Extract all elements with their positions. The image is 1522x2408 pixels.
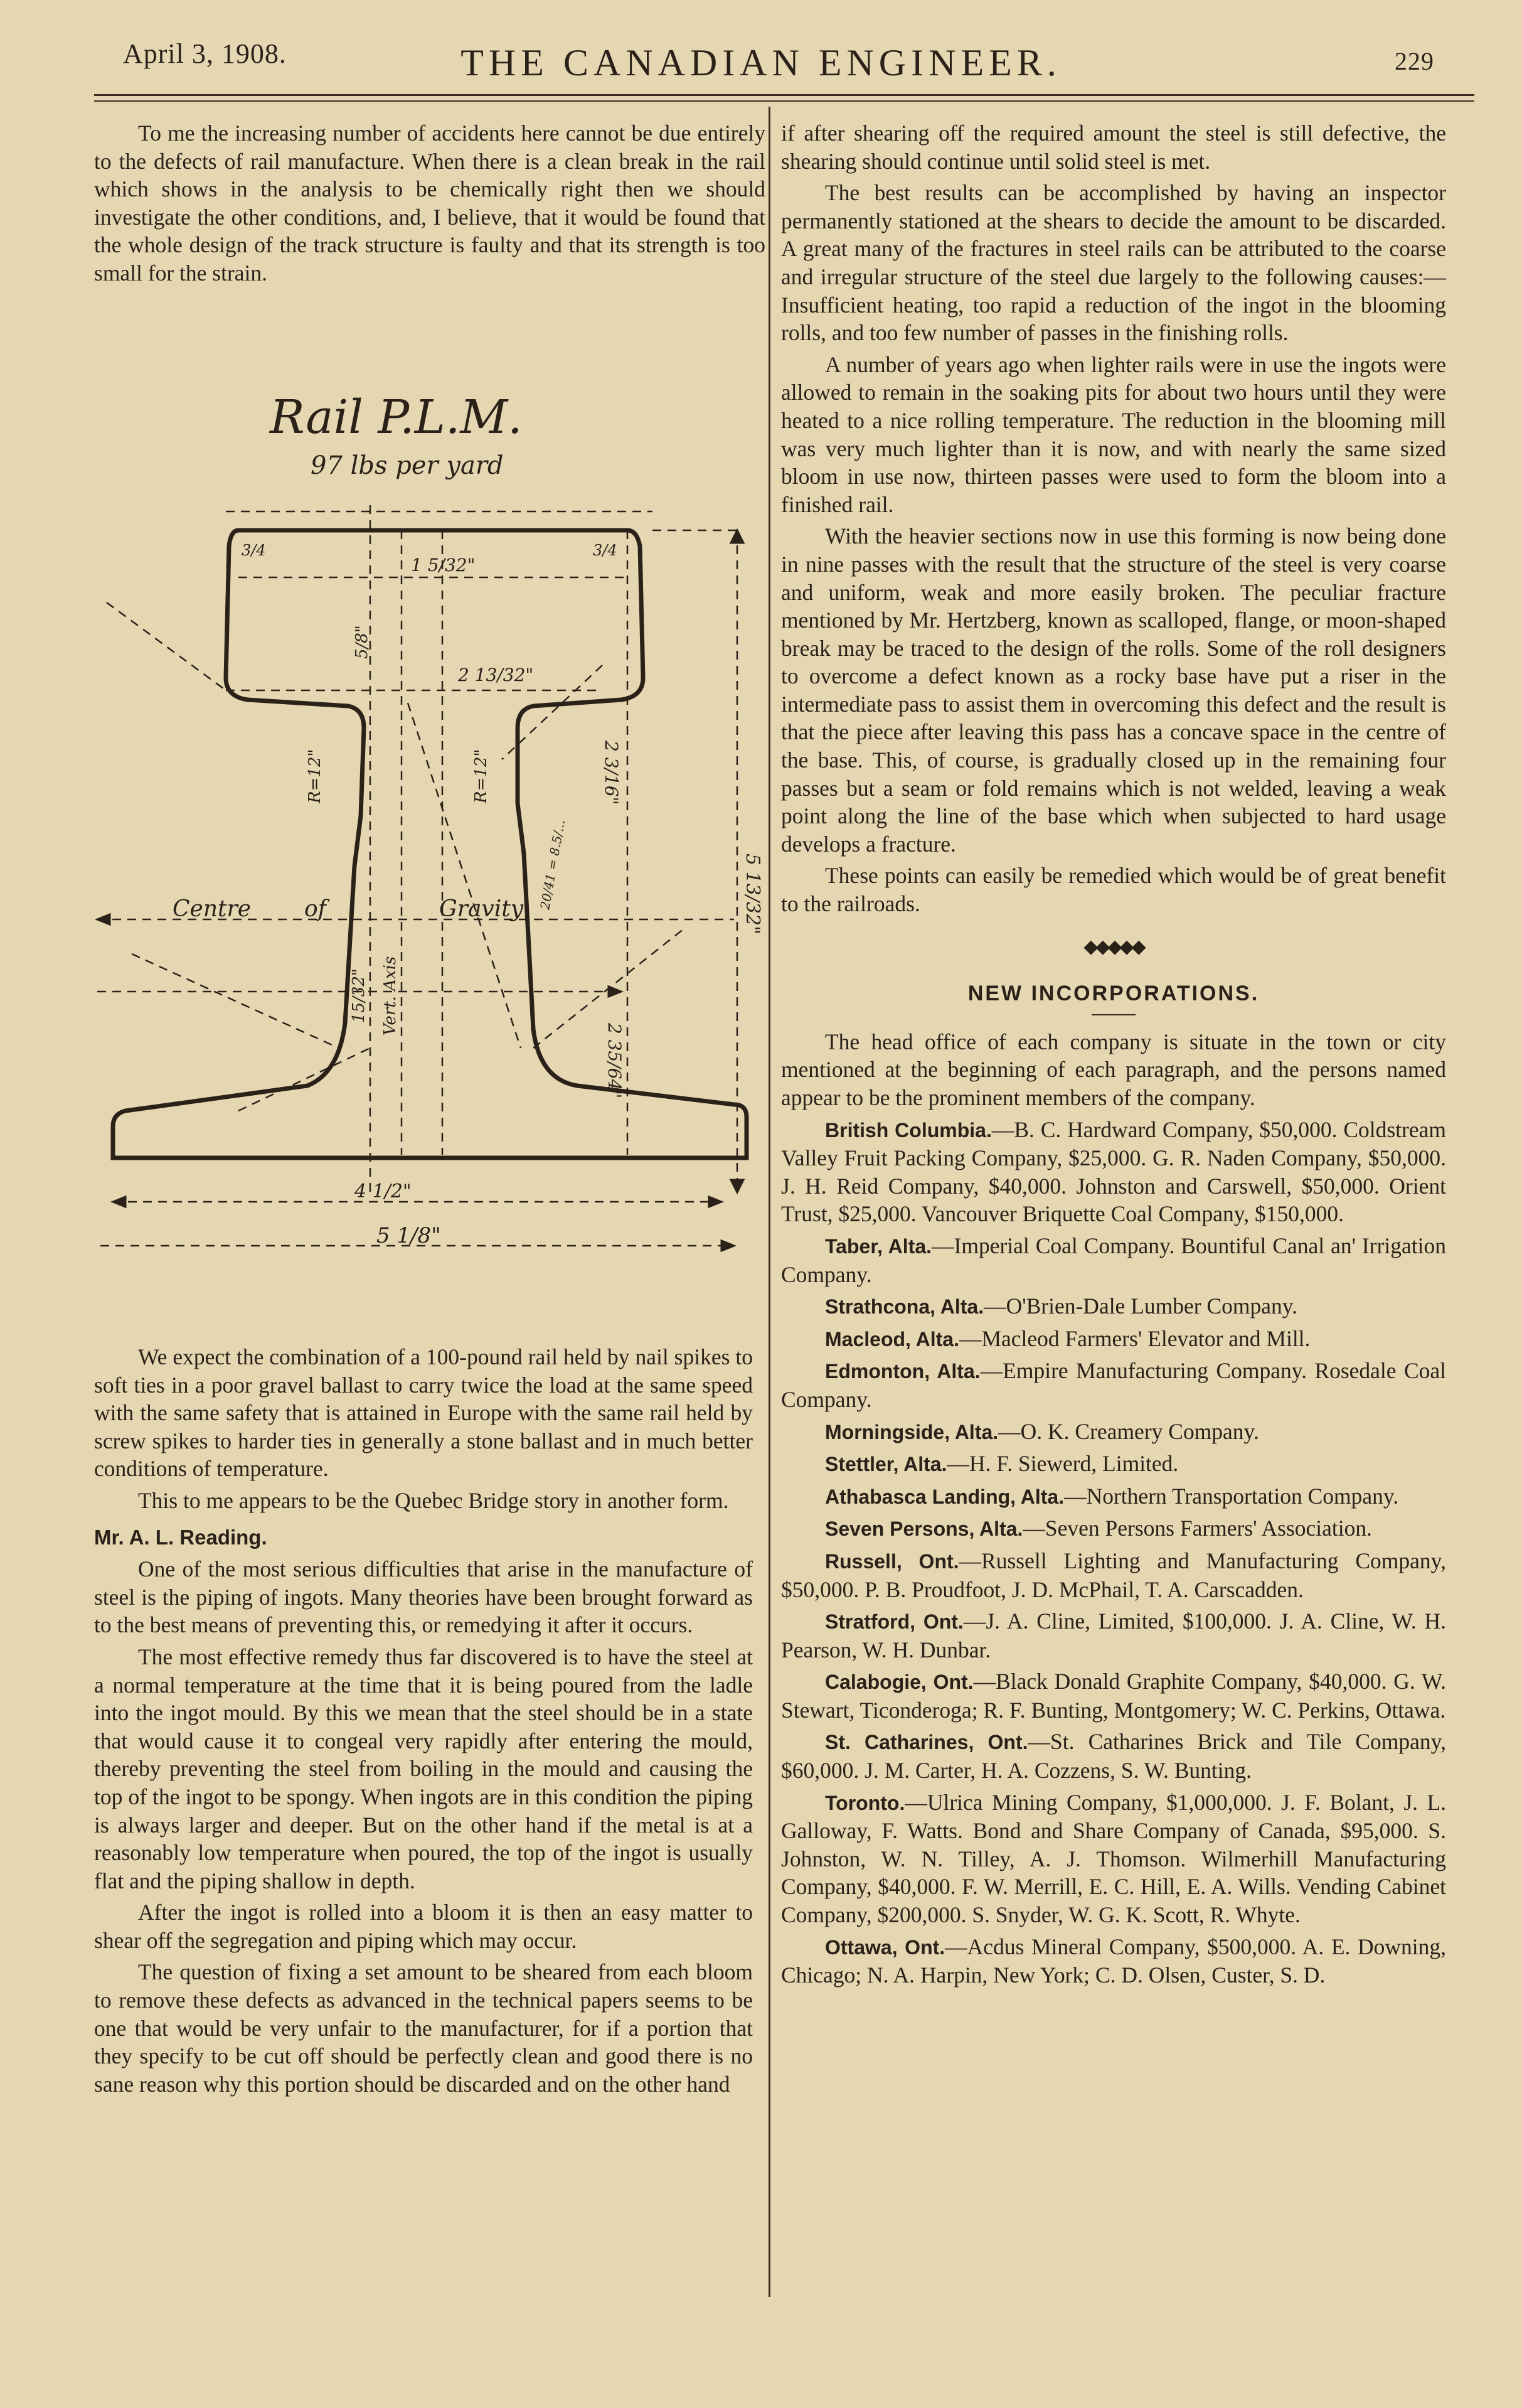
- figure-title: Rail P.L.M.: [270, 390, 523, 444]
- label-head-depth: 5/8": [353, 625, 371, 659]
- entry-place: Taber, Alta.: [825, 1234, 932, 1258]
- entry-place: St. Catharines, Ont.: [825, 1731, 1028, 1754]
- figure-labels: [173, 542, 764, 1248]
- incorporation-entry: [781, 1607, 1446, 1664]
- entry-place: Toronto.: [825, 1791, 905, 1814]
- label-radius-left: R=12": [306, 749, 324, 803]
- label-slope: 20/41 = 8.5/...: [537, 818, 568, 911]
- page-number: 229: [1395, 47, 1434, 75]
- paragraph: After the ingot is rolled into a bloom it is then an easy matter to shear off the segregation and piping which may occur.: [94, 1900, 753, 1953]
- entry-text: —Seven Persons Farmers' Association.: [1023, 1516, 1372, 1541]
- entry-place: Edmonton, Alta.: [825, 1360, 981, 1383]
- paragraph: With the heavier sections now in use this forming is now being done in nine passes with the result that the structure of the steel is very coarse and uniform, weak and more easily broken. The peculiar fracture mentioned by Mr. Hertzberg, known as scalloped, flange, or moon-shaped break may be traced to the design of the rolls. Some of the roll designers to overcome a defect known as a rocky base have put a riser in the intermediate pass to assist them in overcoming this defect and the result is that the piece after leaving this pass has a concave space in the centre of the base. This, of course, is gradually closed up in the remaining four passes but a seam or fold remains which is not welded, leaving a weak point along the line of the base which when subjected to hard usage develops a fracture.: [781, 523, 1446, 857]
- label-gravity: Gravity: [439, 896, 524, 922]
- label-lower: 2 35/64": [604, 1023, 625, 1099]
- left-column-top: [94, 119, 765, 291]
- incorporation-entry: [781, 1292, 1446, 1321]
- incorporation-entry: [781, 1232, 1446, 1288]
- entry-text: —Imperial Coal Company. Bountiful Canal an' Irrigation Company.: [781, 1233, 1446, 1287]
- column-divider: [769, 107, 770, 2297]
- arrowheads: [97, 530, 743, 1251]
- label-head-width: 2 13/32": [458, 665, 534, 685]
- right-column: [781, 119, 1446, 1993]
- paragraph: A number of years ago when lighter rails were in use the ingots were allowed to remain in the soaking pits for about two hours until they were heated to a nice rolling temperature. The reduction in the blooming mill was very much lighter than it is now, and with nearly the same sized bloom in use now, thirteen passes were used to form the bloom into a finished rail.: [781, 351, 1446, 517]
- label-base-inner: 4 1/2": [354, 1180, 412, 1202]
- ornament-divider: ◆◆◆◆◆: [1083, 936, 1144, 957]
- header-rule: [94, 94, 1474, 96]
- paragraph: The head office of each company is situate in the town or city mentioned at the beginning of each paragraph, and the persons named appear to be the prominent members of the company.: [781, 1029, 1446, 1110]
- paragraph: The most effective remedy thus far discovered is to have the steel at a normal temperature at the time that it is being poured from the ladle into the ingot mould. By this we mean that the steel should be in a state that would cause it to congeal very rapidly after entering the mould, thereby preventing the steel from boiling in the mould and causing the top of the ingot to be spongy. When ingots are in this condition the piping is always larger and deeper. But on the other hand if the metal is at a reasonably low temperature when poured, the top of the ingot is usually flat and the piping shallow in depth.: [94, 1644, 753, 1893]
- entry-place: Russell, Ont.: [825, 1549, 959, 1573]
- header-date: April 3, 1908.: [123, 38, 287, 69]
- entry-text: —O. K. Creamery Company.: [998, 1418, 1259, 1444]
- incorporation-entry: [781, 1933, 1446, 1989]
- incorporation-entry: [781, 1482, 1446, 1511]
- left-column-bottom: [94, 1343, 753, 2102]
- entry-place: Ottawa, Ont.: [825, 1935, 945, 1959]
- header-title: THE CANADIAN ENGINEER.: [460, 42, 1062, 83]
- paragraph: We expect the combination of a 100-pound rail held by nail spikes to soft ties in a poor gravel ballast to carry twice the load at the same speed with the same safety that is attained in Europe with the same rail held by screw spikes to harder ties in generally a stone ballast and in much better conditions of temperature.: [94, 1344, 753, 1482]
- label-small-1: 3/4: [242, 542, 266, 559]
- entry-place: Athabasca Landing, Alta.: [825, 1485, 1065, 1508]
- entry-text: —St. Catharines Brick and Tile Company, $60,000. J. M. Carter, H. A. Cozzens, S. W. Bunting.: [781, 1729, 1446, 1784]
- figure-subtitle: 97 lbs per yard: [311, 451, 504, 480]
- label-total-height: 5 13/32": [742, 854, 764, 934]
- entry-text: —O'Brien-Dale Lumber Company.: [984, 1293, 1298, 1319]
- incorporation-entry: [781, 1450, 1446, 1479]
- entry-text: —Russell Lighting and Manufacturing Company, $50,000. P. B. Proudfoot, J. D. McPhail, T. A. Carscadden.: [781, 1548, 1446, 1602]
- incorporation-entry: [781, 1728, 1446, 1784]
- paragraph: This to me appears to be the Quebec Bridge story in another form.: [138, 1487, 729, 1513]
- entry-text: —Empire Manufacturing Company. Rosedale Coal Company.: [781, 1358, 1446, 1412]
- entry-text: —B. C. Hardward Company, $50,000. Coldstream Valley Fruit Packing Company, $25,000. G. R. Naden Company, $50,000. J. H. Reid Company, $40,000. Johnston and Carswell, $50,000. Orient Trust, $25,000. Vancouver Briquette Coal Company, $150,000.: [781, 1116, 1447, 1227]
- entry-text: —Black Donald Graphite Company, $40,000. G. W. Stewart, Ticonderoga; R. F. Bunting, Montgomery; W. C. Perkins, Ottawa.: [781, 1669, 1447, 1723]
- incorporation-entry: [781, 1547, 1446, 1603]
- entry-text: —Macleod Farmers' Elevator and Mill.: [959, 1325, 1311, 1351]
- entry-text: —H. F. Siewerd, Limited.: [947, 1451, 1179, 1477]
- entry-place: Stettler, Alta.: [825, 1453, 947, 1476]
- entry-place: Strathcona, Alta.: [825, 1295, 984, 1319]
- label-radius-right: R=12": [472, 749, 491, 803]
- entry-text: —Northern Transportation Company.: [1064, 1483, 1399, 1509]
- paragraph: if after shearing off the required amount the steel is still defective, the shearing should continue until solid steel is met.: [781, 120, 1446, 174]
- entry-place: Stratford, Ont.: [825, 1610, 964, 1634]
- entry-place: Morningside, Alta.: [825, 1420, 999, 1443]
- short-rule: [1092, 1014, 1136, 1015]
- paragraph: The best results can be accomplished by having an inspector permanently stationed at the shears to decide the amount to be discarded. A great many of the fractures in steel rails can be attributed to the coarse and irregular structure of the steel due largely to the following causes:—Insufficient heating, too rapid a reduction of the ingot in the blooming rolls, and too few number of passes in the finishing rolls.: [781, 180, 1446, 346]
- entry-place: Macleod, Alta.: [825, 1327, 959, 1351]
- incorporation-entry: [781, 1325, 1446, 1354]
- label-small-2: 3/4: [593, 542, 617, 559]
- section-title: NEW INCORPORATIONS.: [967, 982, 1260, 1006]
- entry-text: —Acdus Mineral Company, $500,000. A. E. Downing, Chicago; N. A. Harpin, New York; C. D. Olsen, Custer, S. D.: [781, 1934, 1447, 1988]
- rail-section-figure: [69, 364, 765, 1324]
- incorporation-entry: [781, 1789, 1446, 1929]
- entry-place: Calabogie, Ont.: [825, 1671, 974, 1694]
- paragraph: These points can easily be remedied which would be of great benefit to the railroads.: [781, 863, 1446, 917]
- paragraph: The question of fixing a set amount to be sheared from each bloom to remove these defects as advanced in the technical papers seems to be one that would be very unfair to the manufacturer, for if a portion that they specify to be cut off should be perfectly clean and good there is no sane reason why this portion should be discarded and on the other hand: [94, 1959, 753, 2097]
- incorporation-entry: [781, 1418, 1446, 1447]
- paragraph: To me the increasing number of accidents here cannot be due entirely to the defects of rail manufacture. When there is a clean break in the rail which shows in the analysis to be chemically right then we should investigate the other conditions, and, I believe, that it would be found that the whole design of the track structure is faulty and that its strength is too small for the strain.: [94, 120, 765, 286]
- label-vert-axis: Vert. Axis: [381, 956, 400, 1035]
- incorporation-entry: [781, 1667, 1446, 1724]
- incorporation-entry: [781, 1514, 1446, 1543]
- entry-text: —J. A. Cline, Limited, $100,000. J. A. Cline, W. H. Pearson, W. H. Dunbar.: [781, 1608, 1447, 1662]
- entry-text: —Ulrica Mining Company, $1,000,000. J. F. Bolant, J. L. Galloway, F. Watts. Bond and Share Company of Canada, $95,000. S. Johnston, W. N. Tilley, A. J. Thomson. Wilmerhill Manufacturing Company, $40,000. F. W. Merrill, E. C. Hill, E. A. Wills. Vending Cabinet Company, $200,000. S. Snyder, W. G. K. Scott, R. Whyte.: [781, 1789, 1446, 1928]
- incorporation-entry: [781, 1357, 1446, 1413]
- header-rule-thin: [94, 100, 1474, 102]
- label-of: of: [304, 896, 326, 922]
- entry-place: British Columbia.: [825, 1118, 992, 1142]
- label-web: 15/32": [349, 968, 368, 1023]
- label-centre: Centre: [173, 896, 252, 922]
- entry-place: Seven Persons, Alta.: [825, 1517, 1023, 1541]
- label-head-top: 1 5/32": [411, 555, 476, 575]
- speaker-heading: Mr. A. L. Reading.: [94, 1525, 267, 1549]
- paragraph: One of the most serious difficulties that arise in the manufacture of steel is the piping of ingots. Many theories have been brought forward as to the best means of preventing this, or remedying it after it occurs.: [94, 1556, 753, 1638]
- label-upper: 2 3/16": [601, 741, 622, 805]
- rail-outline: [113, 530, 747, 1158]
- incorporation-entry: [781, 1116, 1446, 1228]
- label-base-width: 5 1/8": [376, 1223, 441, 1248]
